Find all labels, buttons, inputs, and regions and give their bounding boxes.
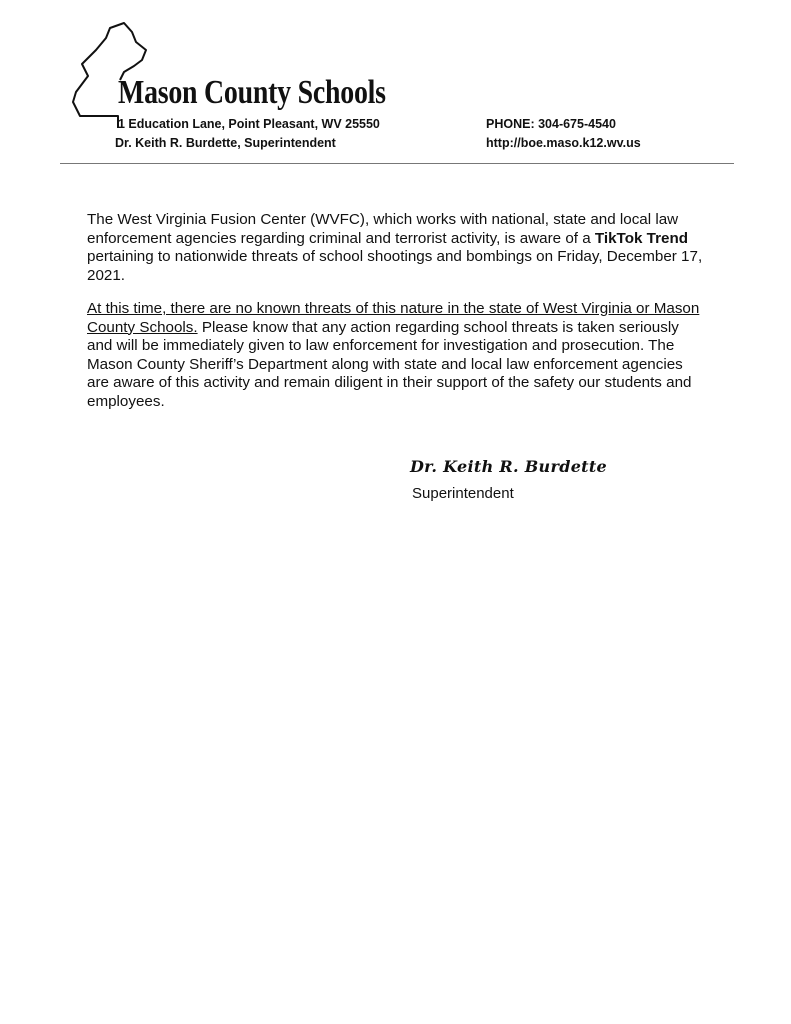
paragraph-1	[87, 211, 707, 285]
p2-text: Please know that any action regarding school threats is taken seriously and will be immediately given to law enforcement for investigation and prosecution. The Mason County Sheriff’s Department along with state and local law enforcement agencies are aware of this activity and remain diligent in their support of the safety our students and employees.	[87, 318, 692, 410]
header-divider	[60, 163, 734, 164]
p2-underlined: At this time, there are no known threats of this nature in the state of West Virginia or Mason County Schools.	[87, 300, 700, 336]
phone: PHONE: 304-675-4540	[486, 117, 616, 131]
website: http://boe.maso.k12.wv.us	[486, 136, 641, 150]
p1-bold: TikTok Trend	[594, 229, 689, 247]
p1-text-b: pertaining to nationwide threats of school shootings and bombings on Friday, December 17, 2021.	[87, 248, 703, 284]
org-name: Mason County Schools	[118, 74, 386, 111]
paragraph-2	[87, 300, 707, 412]
p1-text-a: The West Virginia Fusion Center (WVFC), which works with national, state and local law enforcement agencies regarding criminal and terrorist activity, is aware of a	[87, 211, 679, 247]
address: 1 Education Lane, Point Pleasant, WV 25550	[118, 117, 380, 131]
superintendent-line: Dr. Keith R. Burdette, Superintendent	[115, 136, 336, 150]
signature-title: Superintendent	[412, 485, 514, 502]
signature: Dr. Keith R. Burdette	[410, 457, 608, 476]
